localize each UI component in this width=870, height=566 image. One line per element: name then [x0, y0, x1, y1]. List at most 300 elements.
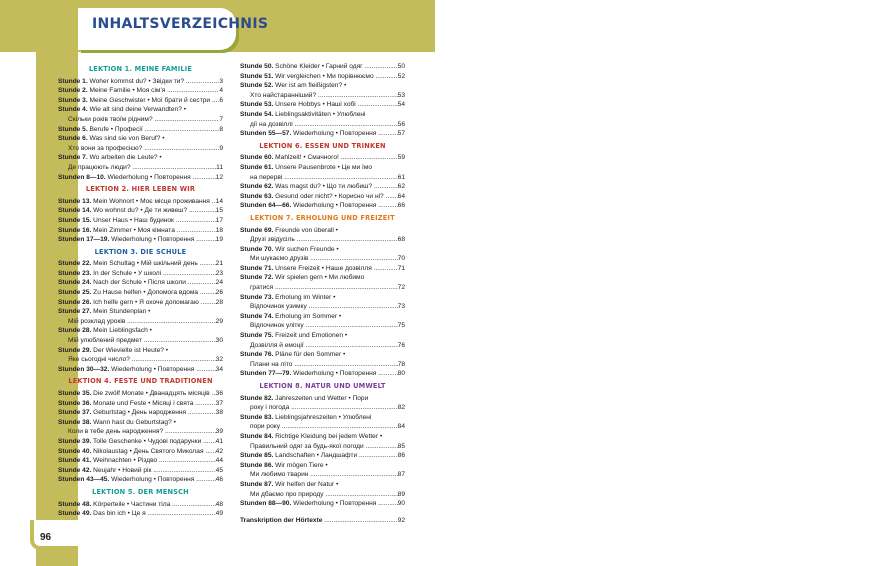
toc-entry[interactable]	[58, 206, 223, 216]
toc-entry[interactable]	[58, 226, 223, 236]
toc-entry[interactable]	[58, 389, 223, 399]
toc-entry-text	[250, 283, 398, 293]
toc-entry-text	[68, 163, 216, 173]
toc-entry-continuation[interactable]	[58, 427, 223, 437]
toc-entry[interactable]	[58, 288, 223, 298]
toc-entry-text	[58, 437, 216, 447]
toc-entry[interactable]	[240, 182, 405, 192]
toc-entry-text	[240, 62, 398, 72]
toc-page-number: 21	[215, 260, 223, 268]
toc-entry-text	[58, 206, 216, 216]
toc-entry-label: Stunde 86.	[240, 461, 274, 469]
toc-entry-continuation[interactable]	[58, 336, 223, 346]
toc-entry[interactable]	[240, 245, 405, 255]
toc-entry-text	[240, 110, 366, 120]
toc-entry-text	[58, 500, 216, 510]
toc-entry-text	[250, 321, 398, 331]
toc-entry-title: Gesund oder nicht? • Корисно чи ні?	[273, 192, 384, 200]
toc-page-number: 92	[397, 516, 405, 524]
toc-entry[interactable]	[58, 365, 223, 375]
toc-entry-text	[240, 461, 328, 471]
toc-entry-label: Stunde 7.	[58, 154, 88, 162]
toc-entry-text	[240, 201, 398, 211]
toc-entry-text	[250, 302, 398, 312]
toc-entry-label: Stunde 73.	[240, 293, 274, 301]
toc-entry-title: Nikolaustag • День Святого Миколая	[91, 447, 204, 455]
toc-entry-title: Wiederholung • Повторення	[109, 476, 195, 484]
toc-entry-label: Stunden 43—45.	[58, 476, 110, 484]
toc-page-number: 61	[397, 173, 405, 181]
toc-entry-label: Stunde 6.	[58, 135, 88, 143]
toc-entry[interactable]	[240, 369, 405, 379]
toc-entry-continuation[interactable]	[58, 144, 223, 154]
toc-entry-continuation[interactable]	[240, 422, 405, 432]
toc-page-number: 76	[397, 341, 405, 349]
toc-entry[interactable]	[240, 451, 405, 461]
toc-page-number: 28	[215, 298, 223, 306]
toc-entry[interactable]	[58, 105, 223, 115]
toc-entry[interactable]	[58, 346, 223, 356]
toc-entry-label: Stunde 15.	[58, 216, 92, 224]
toc-entry-text	[240, 499, 398, 509]
toc-entry-label: Stunde 28.	[58, 327, 92, 335]
toc-entry[interactable]	[240, 163, 405, 173]
toc-entry-title: Meine Geschwister • Мої брати й сестри	[87, 96, 211, 104]
toc-entry-label: Stunde 25.	[58, 289, 92, 297]
toc-entry-label: Stunden 30—32.	[58, 365, 110, 373]
toc-entry-text	[240, 163, 372, 173]
toc-entry-title: Wo arbeiten die Leute? •	[87, 154, 162, 162]
toc-entry-label: Stunde 39.	[58, 437, 92, 445]
toc-entry-title: Unser Haus • Наш будинок	[91, 216, 174, 224]
toc-entry-title: Mein Zimmer • Моя кімната	[91, 226, 175, 234]
toc-page-number: 32	[215, 356, 223, 364]
toc-entry-text	[58, 365, 216, 375]
toc-entry-text	[58, 447, 216, 457]
toc-entry-text	[68, 336, 216, 346]
toc-page-number: 68	[397, 236, 405, 244]
toc-entry[interactable]	[58, 259, 223, 269]
toc-entry-text	[58, 77, 219, 87]
toc-entry-title: Meine Familie • Моя сім'я	[87, 87, 166, 95]
toc-entry-continuation[interactable]	[58, 163, 223, 173]
toc-entry[interactable]	[58, 298, 223, 308]
toc-entry-title: на перерві	[250, 173, 283, 181]
toc-page-number: 90	[397, 500, 405, 508]
toc-entry-text	[240, 153, 398, 163]
toc-page-number: 66	[397, 202, 405, 210]
toc-page-number: 52	[397, 72, 405, 80]
toc-entry[interactable]	[240, 192, 405, 202]
toc-entry-continuation[interactable]	[240, 120, 405, 130]
toc-entry-continuation[interactable]	[240, 403, 405, 413]
toc-entry-title: Wer ist am fleißigsten? •	[273, 82, 347, 90]
toc-page-number: 34	[215, 365, 223, 373]
toc-entry-label: Stunde 62.	[240, 183, 274, 191]
toc-page-number: 71	[397, 264, 405, 272]
toc-entry-label: Stunde 53.	[240, 101, 274, 109]
toc-page-number: 85	[397, 442, 405, 450]
spacer	[240, 509, 405, 516]
toc-page-number: 72	[397, 284, 405, 292]
toc-entry-label: Stunde 75.	[240, 332, 274, 340]
toc-entry-text	[58, 509, 216, 519]
toc-entry-label: Stunde 41.	[58, 457, 92, 465]
toc-entry-title: Wiederholung • Повторення	[291, 130, 377, 138]
toc-entry-text	[58, 125, 219, 135]
toc-entry-title: Landschaften • Ландшафти	[273, 452, 358, 460]
toc-entry[interactable]	[58, 173, 223, 183]
page-number-box	[30, 520, 78, 550]
toc-page-number: 12	[215, 173, 223, 181]
toc-entry[interactable]	[240, 394, 405, 404]
toc-entry-title: Körperteile • Частини тіла	[91, 500, 171, 508]
toc-page-number: 78	[397, 360, 405, 368]
toc-entry-text	[58, 456, 216, 466]
toc-entry-label: Stunde 1.	[58, 77, 88, 85]
toc-entry[interactable]	[58, 466, 223, 476]
toc-entry[interactable]	[58, 399, 223, 409]
toc-entry[interactable]	[58, 197, 223, 207]
toc-entry-text	[58, 466, 216, 476]
blank-area	[435, 0, 870, 566]
toc-entry-continuation[interactable]	[240, 470, 405, 480]
toc-entry[interactable]	[240, 110, 405, 120]
toc-page-number: 80	[397, 370, 405, 378]
toc-entry[interactable]	[240, 72, 405, 82]
toc-entry[interactable]	[58, 134, 223, 144]
toc-entry[interactable]	[58, 437, 223, 447]
toc-entry-title: Відпочинок узимку	[250, 303, 307, 311]
toc-entry-text	[240, 394, 368, 404]
toc-entry-title: Nach der Schule • Після школи	[91, 279, 186, 287]
lesson-heading: LEKTION 7. ERHOLUNG UND FREIZEIT	[250, 213, 395, 222]
toc-entry-title: Wir vergleichen • Ми порівнюємо	[273, 72, 374, 80]
toc-entry[interactable]	[240, 516, 405, 526]
toc-entry-title: Neujahr • Новий рік	[91, 466, 152, 474]
toc-entry-label: Stunde 37.	[58, 409, 92, 417]
toc-entry-label: Stunde 42.	[58, 466, 92, 474]
toc-entry-text	[58, 259, 216, 269]
toc-entry[interactable]	[58, 500, 223, 510]
toc-entry-title: Ми шукаємо друзів	[250, 255, 309, 263]
toc-page-number: 19	[215, 236, 223, 244]
toc-entry-label: Stunde 24.	[58, 279, 92, 287]
toc-entry-title: Wir helfen der Natur •	[273, 480, 339, 488]
toc-entry-label: Stunde 87.	[240, 480, 274, 488]
toc-entry[interactable]	[240, 81, 405, 91]
toc-entry-title: гратися	[250, 284, 274, 292]
toc-entry[interactable]	[240, 129, 405, 139]
toc-entry-title: Das bin ich • Це я	[91, 510, 146, 518]
lesson-heading: LEKTION 5. DER MENSCH	[92, 487, 189, 496]
toc-entry-label: Stunde 29.	[58, 346, 92, 354]
toc-entry-title: Monate und Feste • Місяці і свята	[91, 399, 194, 407]
toc-entry[interactable]	[58, 77, 223, 87]
toc-entry[interactable]	[240, 62, 405, 72]
toc-page-number: 30	[215, 337, 223, 345]
toc-entry-continuation[interactable]	[240, 91, 405, 101]
toc-entry-title: Хто найстаранніший?	[250, 91, 317, 99]
toc-entry-title: Відпочинок улітку	[250, 322, 304, 330]
toc-entry-continuation[interactable]	[240, 360, 405, 370]
toc-page-number: 17	[215, 216, 223, 224]
toc-entry-text	[58, 134, 165, 144]
toc-page-number: 36	[215, 390, 223, 397]
toc-entry-label: Stunde 2.	[58, 87, 88, 95]
toc-entry-title: Wiederholung • Повторення	[291, 500, 377, 508]
toc-entry-title: Скільки років твоїм рідним?	[68, 115, 153, 123]
toc-page-number: 62	[397, 183, 405, 191]
toc-entry-title: Коли в тебе день народження?	[68, 428, 164, 436]
toc-entry[interactable]	[58, 86, 223, 96]
toc-entry[interactable]	[240, 499, 405, 509]
toc-entry[interactable]	[240, 273, 405, 283]
toc-entry-title: Was magst du? • Що ти любиш?	[273, 183, 373, 191]
toc-entry-title: дії на дозвіллі	[250, 120, 293, 128]
toc-entry-text	[240, 264, 398, 274]
toc-entry-text	[58, 298, 216, 308]
toc-entry-text	[240, 100, 398, 110]
toc-entry-title: Freizeit und Emotionen •	[273, 332, 348, 340]
toc-entry-continuation[interactable]	[58, 355, 223, 365]
toc-entry-label: Stunde 5.	[58, 125, 88, 133]
lesson-heading: LEKTION 3. DIE SCHULE	[94, 247, 187, 256]
toc-entry-text	[250, 470, 398, 480]
toc-entry-text	[240, 293, 335, 303]
toc-entry-label: Stunde 76.	[240, 351, 274, 359]
toc-entry-text	[68, 317, 216, 327]
toc-entry-text	[250, 490, 398, 500]
toc-entry-title: Mein Wohnort • Моє місце проживання	[91, 197, 210, 205]
toc-page-number: 26	[215, 289, 223, 297]
toc-entry-text	[250, 422, 398, 432]
toc-entry-title: Unsere Freizeit • Наше дозвілля	[273, 264, 372, 272]
toc-entry-continuation[interactable]	[240, 254, 405, 264]
toc-page-number: 38	[215, 409, 223, 417]
toc-entry-text	[250, 341, 398, 351]
toc-entry-text	[240, 516, 398, 526]
toc-entry-label: Stunden 55—57.	[240, 130, 292, 138]
toc-entry-label: Stunde 85.	[240, 452, 274, 460]
toc-entry-text	[58, 475, 216, 485]
toc-page-number: 11	[216, 163, 223, 171]
toc-entry-continuation[interactable]	[240, 341, 405, 351]
toc-entry-text	[240, 192, 398, 202]
toc-entry[interactable]	[58, 278, 223, 288]
toc-entry-title: Berufe • Професії	[87, 125, 143, 133]
toc-entry-title: Mein Lieblingsfach •	[91, 327, 152, 335]
toc-entry-text	[58, 226, 216, 236]
toc-page-number: 7	[219, 115, 223, 123]
toc-entry-text	[250, 235, 398, 245]
toc-entry[interactable]	[240, 331, 405, 341]
toc-entry-title: Мій розклад уроків	[68, 317, 126, 325]
toc-entry[interactable]	[58, 408, 223, 418]
toc-page-number: 18	[215, 226, 223, 234]
toc-entry[interactable]	[240, 413, 405, 423]
toc-entry-text	[58, 346, 168, 356]
toc-page-number: 42	[215, 447, 223, 455]
toc-page-number: 37	[215, 399, 223, 407]
toc-page-number: 54	[397, 101, 405, 109]
toc-page-number: 14	[215, 197, 223, 205]
toc-entry[interactable]	[240, 100, 405, 110]
toc-entry-title: Ми любимо тварин	[250, 471, 309, 479]
toc-entry-text	[250, 254, 398, 264]
toc-entry-label: Stunde 23.	[58, 269, 92, 277]
toc-entry-label: Stunden 8—10.	[58, 173, 106, 181]
toc-entry-label: Stunde 70.	[240, 245, 274, 253]
toc-page-number: 3	[219, 77, 223, 85]
toc-entry[interactable]	[58, 235, 223, 245]
toc-entry-title: Wann hast du Geburtstag? •	[91, 418, 176, 426]
toc-entry-title: Die zwölf Monate • Дванадцять місяців	[91, 390, 210, 397]
toc-entry[interactable]	[58, 326, 223, 336]
toc-entry-label: Stunde 84.	[240, 432, 274, 440]
toc-entry-label: Stunde 50.	[240, 63, 274, 70]
toc-entry-text	[250, 442, 398, 452]
toc-entry-text	[240, 480, 338, 490]
toc-page-number: 24	[215, 279, 223, 287]
toc-entry-continuation[interactable]	[58, 115, 223, 125]
toc-entry[interactable]	[240, 153, 405, 163]
toc-entry[interactable]	[240, 480, 405, 490]
toc-page-number: 86	[397, 452, 405, 460]
toc-entry-title: Geburtstag • День народження	[91, 409, 187, 417]
toc-entry-text	[58, 408, 216, 418]
toc-entry-title: Lieblingsaktivitäten • Улюблені	[273, 110, 366, 118]
toc-entry-title: Де працюють люди?	[68, 163, 131, 171]
toc-page-number: 50	[397, 63, 405, 70]
toc-entry-text	[240, 273, 364, 283]
toc-page-number: 75	[397, 322, 405, 330]
toc-entry-title: Mahlzeit! • Смачного!	[273, 154, 339, 162]
toc-entry-title: Erholung im Winter •	[273, 293, 336, 301]
toc-entry-label: Stunde 35.	[58, 390, 92, 397]
toc-entry[interactable]	[58, 216, 223, 226]
toc-page-number: 39	[215, 428, 223, 436]
toc-entry[interactable]	[58, 475, 223, 485]
toc-entry-title: Tolle Geschenke • Чудові подарунки	[91, 437, 202, 445]
toc-entry-text	[58, 173, 216, 183]
toc-entry-text	[58, 389, 216, 399]
toc-page-number: 57	[397, 130, 405, 138]
toc-entry-text	[58, 216, 216, 226]
toc-entry-title: Wie alt sind deine Verwandten? •	[87, 106, 187, 114]
toc-entry-continuation[interactable]	[240, 490, 405, 500]
toc-entry-text	[58, 269, 216, 279]
toc-entry-text	[58, 153, 162, 163]
toc-entry-title: Wiederholung • Повторення	[291, 370, 377, 378]
toc-entry-title: року і погода	[250, 404, 290, 412]
toc-entry-label: Stunde 38.	[58, 418, 92, 426]
toc-entry-label: Stunde 27.	[58, 308, 92, 316]
toc-entry[interactable]	[240, 201, 405, 211]
toc-entry-continuation[interactable]	[240, 283, 405, 293]
toc-entry[interactable]	[240, 312, 405, 322]
toc-entry[interactable]	[58, 269, 223, 279]
toc-entry-title: Ich helfe gern • Я охоче допомагаю	[91, 298, 199, 306]
toc-entry-title: Wiederholung • Повторення	[105, 173, 191, 181]
toc-entry-title: Woher kommst du? • Звідки ти?	[87, 77, 185, 85]
toc-entry-title: Jahreszeiten und Wetter • Пори	[273, 394, 369, 402]
toc-entry[interactable]	[58, 456, 223, 466]
toc-page-number: 4	[219, 87, 223, 95]
toc-entry-text	[250, 403, 398, 413]
toc-entry-continuation[interactable]	[58, 317, 223, 327]
toc-entry[interactable]	[240, 432, 405, 442]
toc-page-number: 64	[397, 192, 405, 200]
toc-entry[interactable]	[58, 307, 223, 317]
toc-entry[interactable]	[240, 461, 405, 471]
toc-entry[interactable]	[240, 350, 405, 360]
toc-entry-title: Wir suchen Freunde •	[273, 245, 339, 253]
toc-entry-title: пори року	[250, 423, 281, 431]
toc-page-number: 59	[397, 154, 405, 162]
page-title: INHALTSVERZEICHNIS	[92, 16, 269, 32]
toc-entry-continuation[interactable]	[240, 173, 405, 183]
toc-entry-label: Stunde 54.	[240, 110, 274, 118]
toc-entry[interactable]	[58, 418, 223, 428]
toc-entry-text	[68, 144, 219, 154]
toc-page-number: 82	[397, 404, 405, 412]
page-number: 96	[40, 532, 52, 543]
toc-entry-continuation[interactable]	[240, 302, 405, 312]
toc-entry-continuation[interactable]	[240, 321, 405, 331]
toc-page-number: 46	[215, 476, 223, 484]
toc-entry[interactable]	[58, 509, 223, 519]
toc-entry-text	[240, 245, 339, 255]
toc-entry[interactable]	[58, 96, 223, 106]
toc-entry-title: Unsere Hobbys • Наші хобі	[273, 101, 356, 109]
toc-entry[interactable]	[240, 226, 405, 236]
toc-entry-title: Erholung im Sommer •	[273, 312, 342, 320]
toc-entry[interactable]	[58, 447, 223, 457]
toc-entry-title: Was sind sie von Beruf? •	[87, 135, 165, 143]
toc-entry-text	[250, 360, 398, 370]
toc-entry-text	[250, 91, 398, 101]
toc-entry-label: Stunde 40.	[58, 447, 92, 455]
toc-page-number: 73	[397, 303, 405, 311]
toc-column-right	[240, 62, 405, 525]
toc-page-number: 84	[397, 423, 405, 431]
toc-entry[interactable]	[240, 264, 405, 274]
toc-entry-text	[250, 120, 398, 130]
toc-entry[interactable]	[240, 293, 405, 303]
toc-page-number: 15	[215, 207, 223, 215]
toc-entry[interactable]	[58, 153, 223, 163]
toc-entry-title: Pläne für den Sommer •	[273, 351, 346, 359]
toc-entry-label: Stunden 64—66.	[240, 202, 292, 210]
toc-entry-text	[240, 413, 371, 423]
toc-entry-text	[58, 326, 152, 336]
toc-page-number: 53	[397, 91, 405, 99]
toc-page-number: 49	[215, 510, 223, 518]
toc-entry-label: Stunde 14.	[58, 207, 92, 215]
toc-entry-label: Stunde 72.	[240, 274, 274, 282]
toc-entry-text	[58, 86, 219, 96]
toc-page-number: 6	[219, 96, 223, 104]
toc-entry[interactable]	[58, 125, 223, 135]
toc-entry-continuation[interactable]	[240, 442, 405, 452]
toc-entry-label: Stunde 71.	[240, 264, 274, 272]
toc-entry-continuation[interactable]	[240, 235, 405, 245]
toc-entry-title: Плани на літо	[250, 360, 293, 368]
toc-entry-title: Zu Hause helfen • Допомога вдома	[91, 289, 199, 297]
toc-entry-text	[58, 197, 216, 207]
toc-entry-text	[58, 105, 186, 115]
